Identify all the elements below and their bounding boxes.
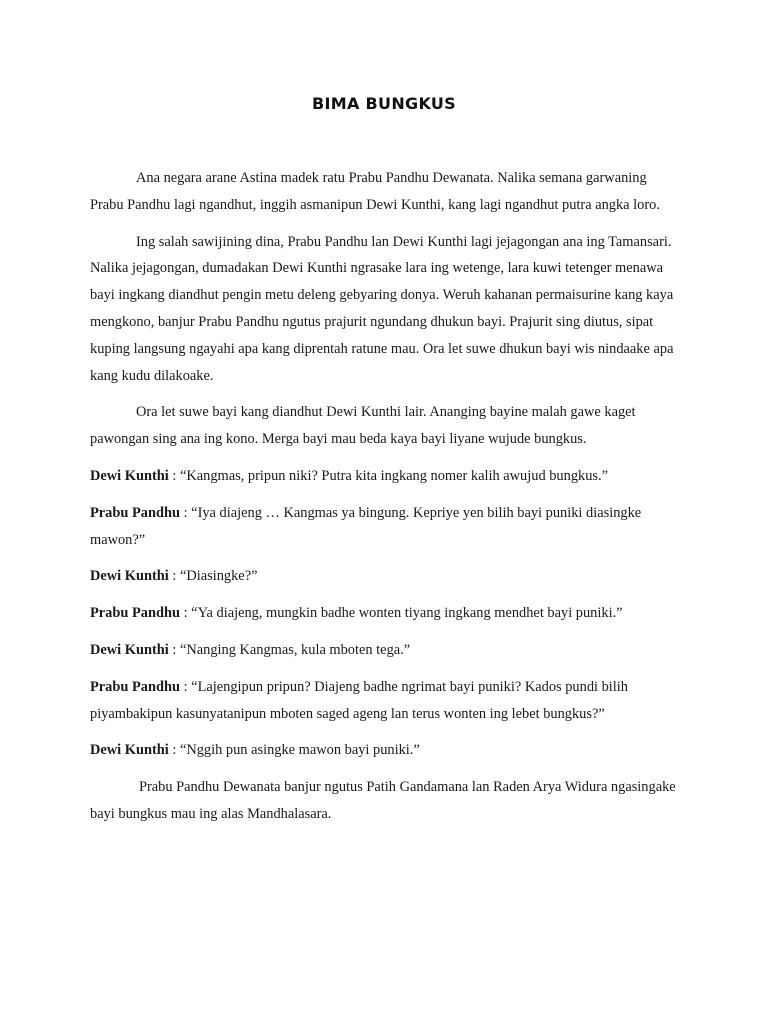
dialogue-line	[90, 737, 680, 764]
page-title: BIMA BUNGKUS	[312, 94, 456, 113]
dialogue-text: : “Nggih pun asingke mawon bayi puniki.”	[168, 742, 420, 759]
document-body	[90, 165, 680, 838]
dialogue-line	[90, 500, 680, 554]
speaker-name: Dewi Kunthi	[90, 467, 169, 484]
dialogue-text: : “Nanging Kangmas, kula mboten tega.”	[168, 641, 411, 658]
speaker-name: Dewi Kunthi	[90, 641, 169, 658]
speaker-name: Prabu Pandhu	[90, 605, 180, 622]
dialogue-text: : “Iya diajeng … Kangmas ya bingung. Kepriye yen bilih bayi puniki diasingke mawon?”	[90, 504, 642, 548]
dialogue-line	[90, 600, 680, 627]
dialogue-line	[90, 463, 680, 490]
speaker-name: Dewi Kunthi	[90, 742, 169, 759]
speaker-name: Dewi Kunthi	[90, 568, 169, 585]
dialogue-text: : “Lajengipun pripun? Diajeng badhe ngrimat bayi puniki? Kados pundi bilih piyambakipun kasunyatanipun mboten saged ageng lan terus wonten ing lebet bungkus?”	[90, 678, 628, 722]
dialogue-text: : “Diasingke?”	[168, 568, 258, 585]
speaker-name: Prabu Pandhu	[90, 504, 180, 521]
closing-paragraph: Prabu Pandhu Dewanata banjur ngutus Patih Gandamana lan Raden Arya Widura ngasingake bayi bungkus mau ing alas Mandhalasara.	[90, 779, 676, 822]
speaker-name: Prabu Pandhu	[90, 678, 180, 695]
paragraph-3: Ora let suwe bayi kang diandhut Dewi Kunthi lair. Ananging bayine malah gawe kaget pawongan sing ana ing kono. Merga bayi mau beda kaya bayi liyane wujude bungkus.	[90, 404, 636, 448]
paragraph-1: Ana negara arane Astina madek ratu Prabu Pandhu Dewanata. Nalika semana garwaning Prabu Pandhu lagi ngandhut, inggih asmanipun Dewi Kunthi, kang lagi ngandhut putra angka loro.	[90, 170, 660, 213]
dialogue-text: : “Ya diajeng, mungkin badhe wonten tiyang ingkang mendhet bayi puniki.”	[179, 605, 623, 622]
dialogue-line	[90, 637, 680, 664]
dialogue-text: : “Kangmas, pripun niki? Putra kita ingkang nomer kalih awujud bungkus.”	[168, 467, 608, 484]
dialogue-line	[90, 674, 680, 728]
paragraph-2: Ing salah sawijining dina, Prabu Pandhu lan Dewi Kunthi lagi jejagongan ana ing Tamansari. Nalika jejagongan, dumadakan Dewi Kunthi ngrasake lara ing wetenge, lara kuwi tetenger menawa bayi ingkang diandhut pengin metu deleng gebyaring donya. Weruh kahanan permaisurine kang kaya mengkono, banjur Prabu Pandhu ngutus prajurit ngundang dhukun bayi. Prajurit sing diutus, sipat kuping langsung ngayahi apa kang diprentah ratune mau. Ora let suwe dhukun bayi wis nindaake apa kang kudu dilakoake.	[90, 233, 674, 384]
dialogue-line	[90, 563, 680, 590]
